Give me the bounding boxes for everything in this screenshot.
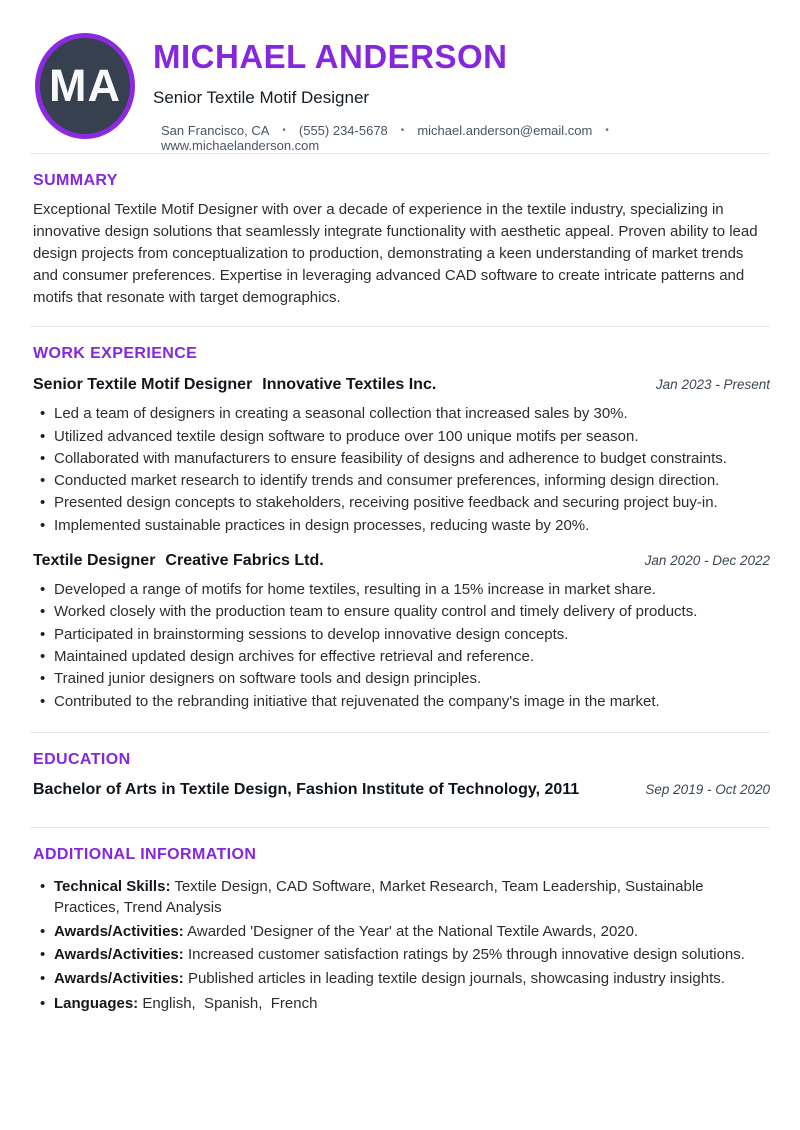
job-bullet: • Trained junior designers on software tools and design principles. [33, 668, 770, 690]
additional-item [33, 921, 770, 943]
job-bullet: • Worked closely with the production team to ensure quality control and timely delivery of products. [33, 601, 770, 623]
section-work-experience [0, 345, 800, 732]
job-header [33, 376, 770, 394]
job-dates: Jan 2023 - Present [655, 377, 770, 393]
summary-heading: SUMMARY [33, 172, 118, 190]
additional-information-heading: ADDITIONAL INFORMATION [33, 845, 257, 863]
person-job-title: Senior Textile Motif Designer [153, 88, 370, 108]
additional-item [33, 876, 770, 919]
job-bullet-list [33, 403, 770, 537]
additional-item-text: Awarded 'Designer of the Year' at the National Textile Awards, 2020. [187, 922, 639, 940]
section-summary [0, 172, 800, 309]
divider [30, 827, 770, 828]
additional-list [33, 876, 770, 1015]
contact-website: www.michaelanderson.com [161, 138, 320, 154]
job-bullet: • Led a team of designers in creating a seasonal collection that increased sales by 30%. [33, 403, 770, 425]
additional-item-label: Awards/Activities: [54, 946, 184, 964]
job-title: Textile Designer [33, 552, 156, 570]
additional-item [33, 944, 770, 966]
job-entry [33, 552, 770, 713]
section-education [0, 751, 800, 799]
job-company: Creative Fabrics Ltd. [165, 552, 324, 570]
job-bullet: • Contributed to the rebranding initiative that rejuvenated the company's image in the market. [33, 691, 770, 713]
contact-separator-icon: • [400, 125, 405, 137]
education-entry [33, 781, 770, 799]
additional-item-text: Increased customer satisfaction ratings by 25% through innovative design solutions. [187, 946, 745, 964]
job-bullet: • Conducted market research to identify trends and consumer preferences, informing design direction. [33, 470, 770, 492]
summary-text: Exceptional Textile Motif Designer with over a decade of experience in the textile industry, specializing in innovative design solutions that seamlessly integrate functionality with aesthetic appeal. Proven ability to lead design projects from conceptualization to production, demonstrating a keen understanding of market trends and consumer preferences. Expertise in leveraging advanced CAD software to create intricate patterns and motifs that resonate with target demographics. [33, 201, 758, 307]
job-bullet: • Utilized advanced textile design software to produce over 100 unique motifs per season. [33, 426, 770, 448]
job-bullet: • Collaborated with manufacturers to ensure feasibility of designs and adherence to budget constraints. [33, 448, 770, 470]
job-header [33, 552, 770, 570]
divider [30, 153, 770, 154]
additional-item [33, 968, 770, 990]
contact-phone: (555) 234-5678 [298, 123, 388, 139]
job-bullet: • Developed a range of motifs for home textiles, resulting in a 15% increase in market share. [33, 579, 770, 601]
job-company: Innovative Textiles Inc. [262, 376, 437, 394]
divider [30, 326, 770, 327]
job-title-company [33, 376, 436, 394]
job-entry [33, 376, 770, 537]
job-bullet: • Implemented sustainable practices in design processes, reducing waste by 20%. [33, 515, 770, 537]
additional-item-text: Textile Design, CAD Software, Market Research, Team Leadership, Sustainable Practices, Trend Analysis [54, 877, 708, 917]
contact-row [153, 123, 770, 153]
additional-item-text: English, Spanish, French [142, 995, 318, 1013]
additional-item-text: Published articles in leading textile design journals, showcasing industry insights. [187, 969, 725, 987]
contact-location: San Francisco, CA [161, 123, 270, 139]
section-additional-information [0, 846, 800, 1015]
jobs-list [33, 376, 770, 713]
job-bullet: • Maintained updated design archives for effective retrieval and reference. [33, 646, 770, 668]
additional-item-label: Awards/Activities: [54, 969, 184, 987]
person-name: MICHAEL ANDERSON [153, 38, 508, 75]
education-dates: Sep 2019 - Oct 2020 [645, 781, 770, 797]
resume-header [0, 0, 800, 153]
job-title-company [33, 552, 324, 570]
education-heading: EDUCATION [33, 750, 131, 768]
job-bullet: • Presented design concepts to stakeholders, receiving positive feedback and securing project buy-in. [33, 492, 770, 514]
contact-separator-icon: • [282, 125, 286, 137]
contact-separator-icon: • [605, 125, 609, 137]
additional-item-label: Languages: [54, 995, 139, 1013]
contact-email: michael.anderson@email.com [417, 123, 593, 139]
avatar [35, 33, 135, 139]
education-degree: Bachelor of Arts in Textile Design, Fashion Institute of Technology, 2011 [33, 780, 580, 798]
additional-item [33, 993, 770, 1015]
job-title: Senior Textile Motif Designer [33, 376, 253, 394]
header-info [135, 33, 770, 153]
job-bullet: • Participated in brainstorming sessions to develop innovative design concepts. [33, 624, 770, 646]
additional-item-label: Awards/Activities: [54, 922, 184, 940]
job-bullet-list [33, 579, 770, 713]
work-experience-heading: WORK EXPERIENCE [33, 345, 198, 363]
job-dates: Jan 2020 - Dec 2022 [644, 553, 770, 569]
divider [30, 732, 770, 733]
avatar-initials: MA [49, 60, 121, 111]
additional-item-label: Technical Skills: [54, 877, 171, 895]
